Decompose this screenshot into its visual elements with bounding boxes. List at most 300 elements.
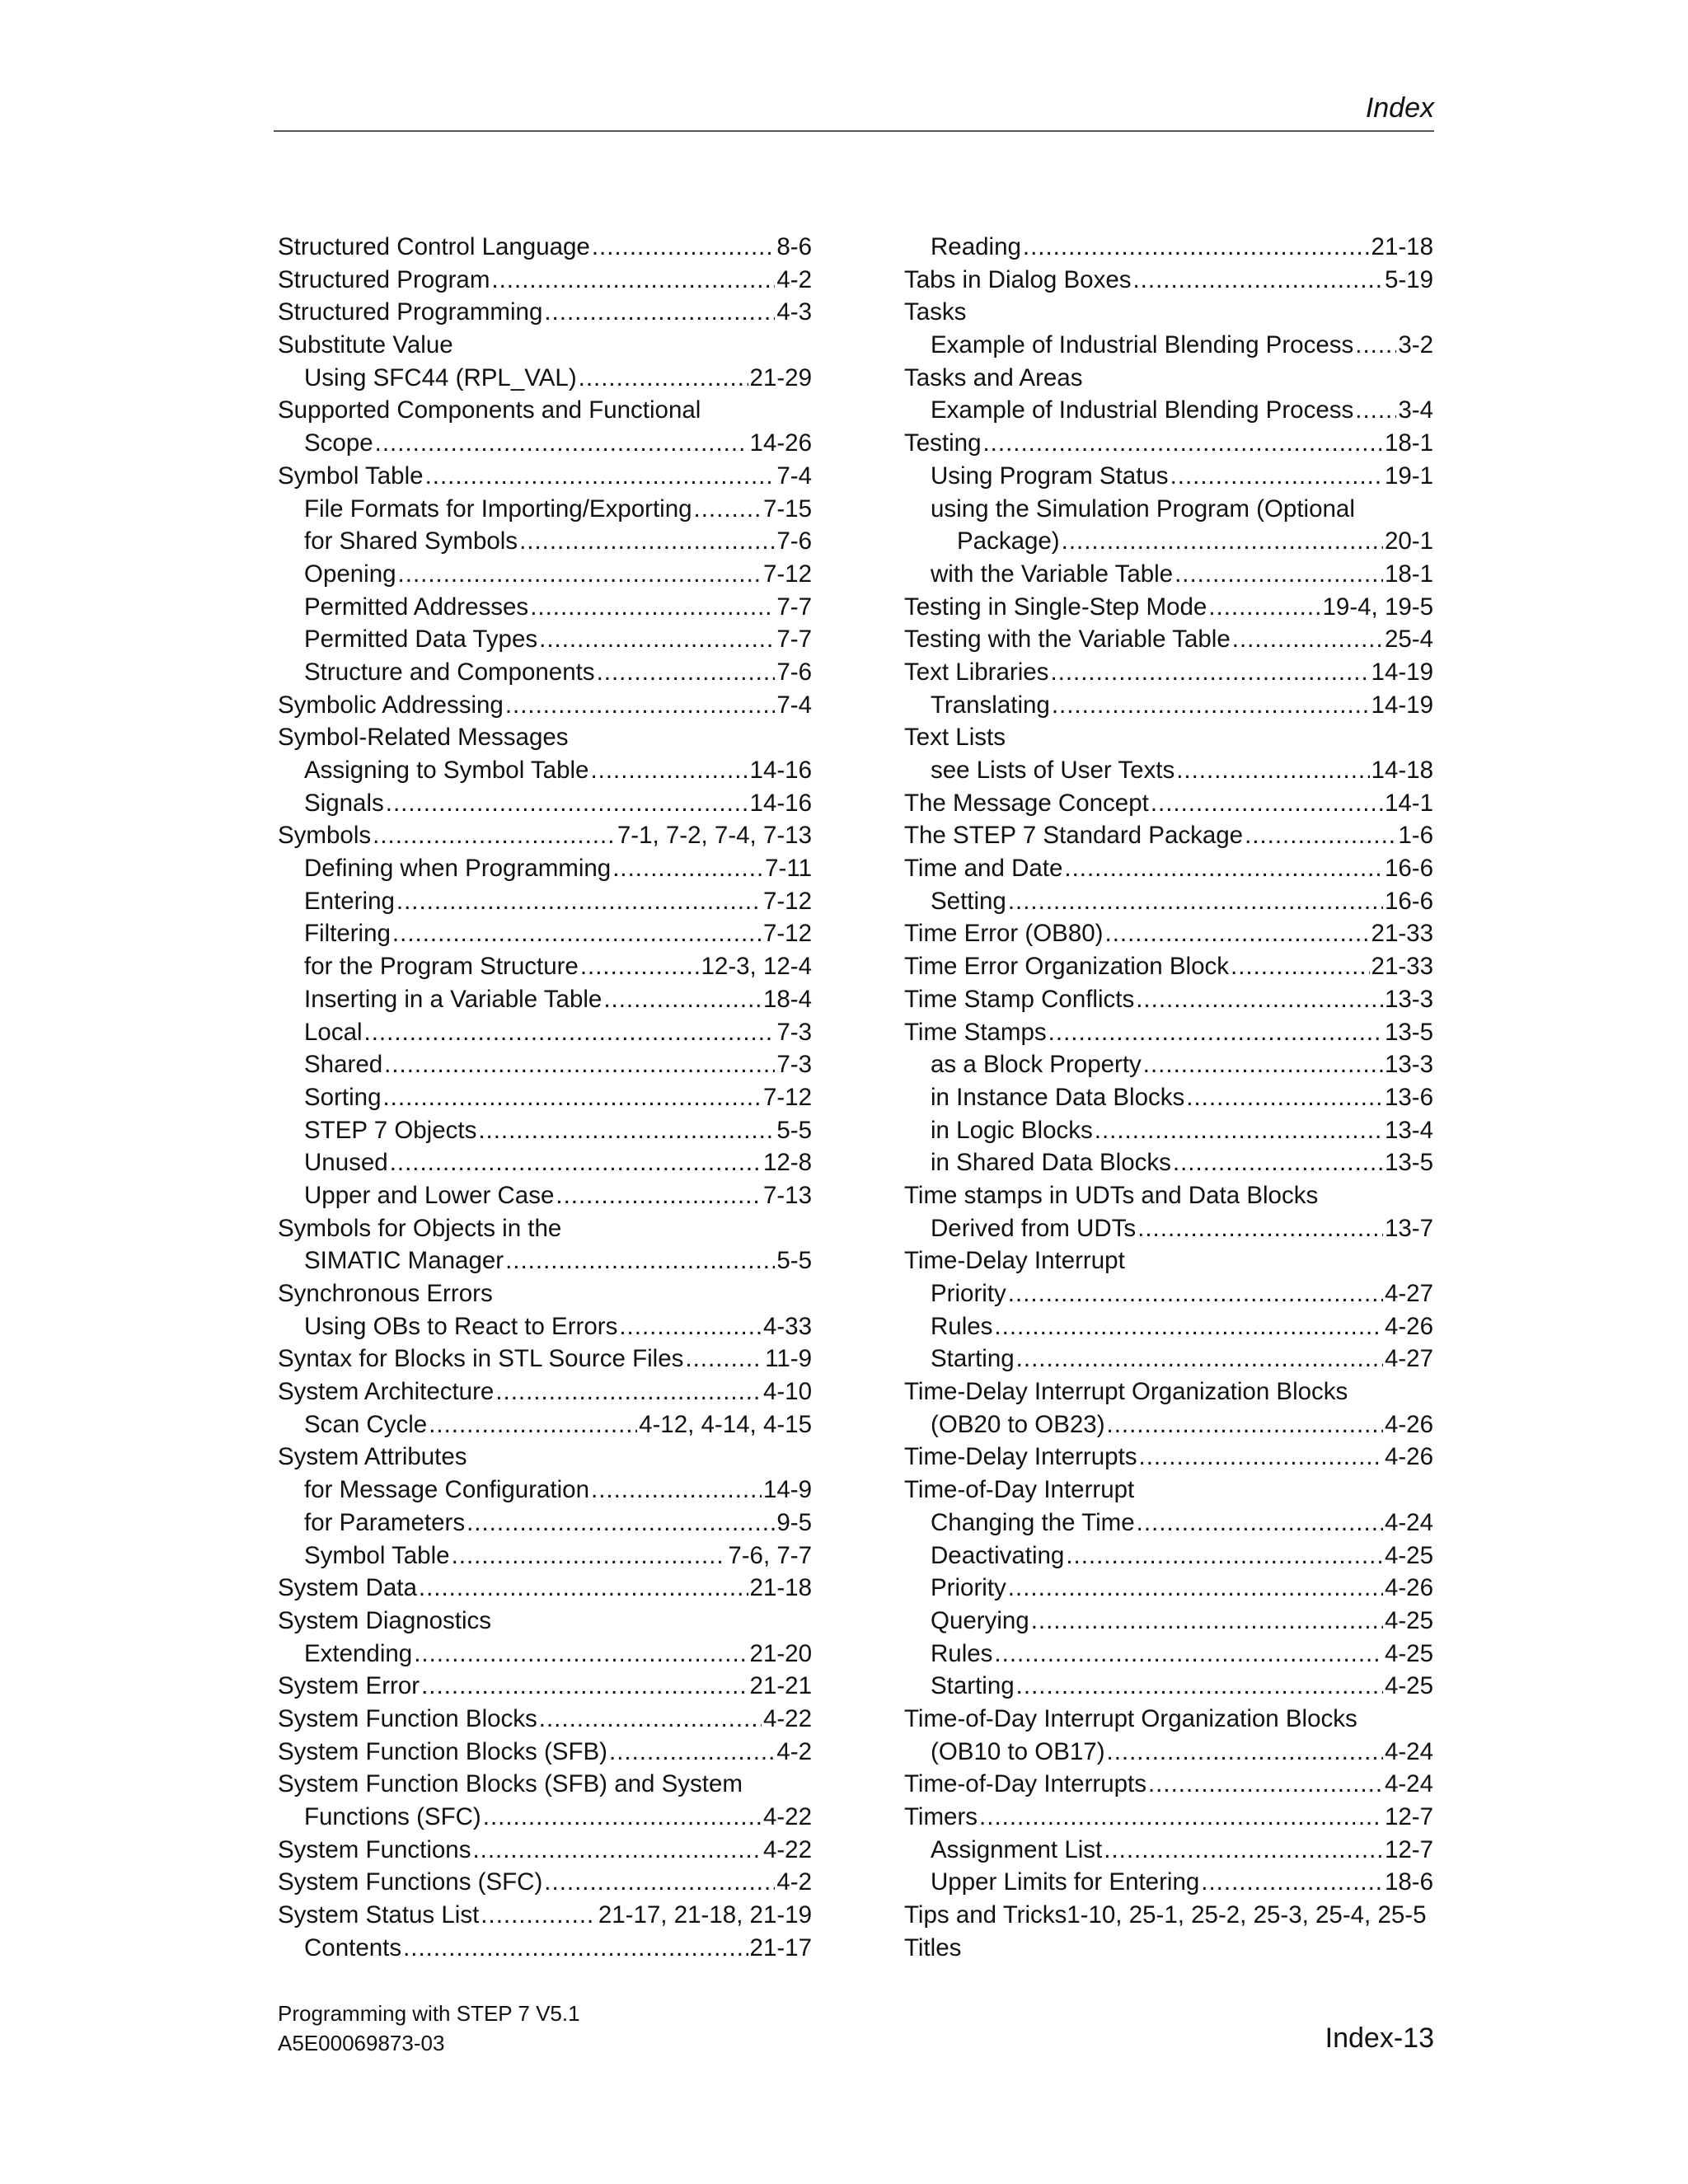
index-page-refs: 4-22 <box>762 1835 812 1863</box>
dot-leader <box>403 1932 748 1965</box>
index-entry <box>278 329 812 362</box>
index-term: System Function Blocks <box>278 1704 537 1732</box>
index-entry <box>278 950 812 983</box>
index-entry <box>904 1310 1433 1343</box>
index-entry <box>278 1736 812 1769</box>
index-term: Assigning to Symbol Table <box>304 757 589 784</box>
dot-leader <box>1052 689 1370 722</box>
dot-leader <box>364 1016 776 1049</box>
index-term: Defining when Programming <box>304 855 612 883</box>
index-term: Symbol Table <box>304 1541 450 1569</box>
index-term: for the Program Structure <box>304 953 579 981</box>
index-page-refs: 7-7 <box>776 626 812 654</box>
index-page-refs: 7-4 <box>776 691 812 719</box>
index-page-refs: 19-1 <box>1384 462 1433 490</box>
index-entry <box>904 264 1433 297</box>
dot-leader <box>495 1376 762 1408</box>
dot-leader <box>375 427 748 460</box>
index-entry <box>904 525 1433 558</box>
index-term: Reading <box>931 233 1021 260</box>
index-page-refs: 4-24 <box>1384 1737 1433 1765</box>
dot-leader <box>1175 558 1383 591</box>
index-entry <box>904 983 1433 1016</box>
dot-leader <box>982 427 1382 460</box>
dot-leader <box>414 1638 748 1671</box>
dot-leader <box>539 623 775 656</box>
dot-leader <box>1016 1343 1383 1376</box>
index-term: in Instance Data Blocks <box>931 1083 1185 1111</box>
index-entry <box>904 819 1433 852</box>
index-term: Contents <box>304 1933 402 1961</box>
index-page-refs: 7-3 <box>776 1051 812 1079</box>
dot-leader <box>556 1179 762 1212</box>
index-entry <box>904 1244 1433 1277</box>
index-entry <box>904 329 1433 362</box>
index-page-refs: 4-25 <box>1384 1606 1433 1634</box>
index-page-refs: 21-17 <box>749 1933 812 1961</box>
index-entry <box>904 1376 1433 1408</box>
index-page-refs: 18-1 <box>1384 429 1433 457</box>
index-page-refs: 7-15 <box>762 494 812 523</box>
index-term: Time-of-Day Interrupts <box>904 1770 1146 1798</box>
index-page-refs: 7-6 <box>776 527 812 555</box>
index-entry <box>278 1048 812 1081</box>
index-term: Local <box>304 1018 363 1046</box>
index-term: Synchronous Errors <box>278 1280 493 1307</box>
index-term: Timers <box>904 1803 978 1830</box>
index-page-refs: 14-19 <box>1371 691 1433 719</box>
index-entry <box>278 721 812 754</box>
index-entry <box>904 1801 1433 1834</box>
index-page-refs: 12-7 <box>1384 1835 1433 1863</box>
index-term: Text Lists <box>904 724 1006 752</box>
dot-leader <box>1104 1834 1383 1867</box>
dot-leader <box>1048 1016 1383 1049</box>
index-term: Scan Cycle <box>304 1410 428 1438</box>
index-term: Tips and Tricks1-10, 25-1, 25-2, 25-3, 25-4, 25-5 <box>904 1901 1427 1929</box>
index-term: Symbol-Related Messages <box>278 724 569 752</box>
index-entry <box>904 1932 1433 1965</box>
index-page-refs: 21-29 <box>749 363 812 391</box>
dot-leader <box>505 1244 775 1277</box>
index-term: Structured Program <box>278 265 490 293</box>
page-header <box>274 89 1434 132</box>
index-entry <box>904 1703 1433 1736</box>
index-term: Time Stamp Conflicts <box>904 985 1135 1013</box>
dot-leader <box>382 1081 761 1114</box>
index-page-refs: 20-1 <box>1384 527 1433 555</box>
index-page-refs: 18-4 <box>762 985 812 1013</box>
index-entry <box>904 917 1433 950</box>
index-term: Querying <box>931 1606 1029 1634</box>
index-page-refs: 7-13 <box>762 1181 812 1209</box>
index-entry <box>904 231 1433 264</box>
index-entry <box>904 1179 1433 1212</box>
index-term: System Status List <box>278 1901 480 1929</box>
index-page-refs: 16-6 <box>1384 855 1433 883</box>
dot-leader <box>1170 460 1383 493</box>
dot-leader <box>609 1736 775 1769</box>
index-page-refs: 7-1, 7-2, 7-4, 7-13 <box>617 822 812 850</box>
index-term: Functions (SFC) <box>304 1803 481 1830</box>
index-term: Derived from UDTs <box>931 1214 1137 1242</box>
index-entry <box>278 917 812 950</box>
index-entry <box>904 1507 1433 1540</box>
dot-leader <box>1008 1277 1383 1310</box>
dot-leader <box>384 1048 775 1081</box>
dot-leader <box>505 689 776 722</box>
index-entry <box>904 1768 1433 1801</box>
index-entry <box>278 1834 812 1867</box>
index-page-refs: 4-33 <box>762 1312 812 1340</box>
dot-leader <box>452 1540 727 1572</box>
index-entry <box>904 754 1433 787</box>
index-term: Scope <box>304 429 373 457</box>
index-entry <box>904 427 1433 460</box>
index-entry <box>278 460 812 493</box>
dot-leader <box>396 885 762 918</box>
index-page-refs: 21-17, 21-18, 21-19 <box>598 1901 812 1929</box>
index-term: Tasks and Areas <box>904 363 1083 391</box>
index-entry <box>904 1016 1433 1049</box>
index-entry <box>278 1114 812 1147</box>
index-term: Tasks <box>904 298 967 326</box>
header-title: Index <box>1365 92 1434 124</box>
index-term: Time-Delay Interrupt <box>904 1247 1125 1275</box>
index-page-refs: 13-7 <box>1384 1214 1433 1242</box>
index-entry <box>904 460 1433 493</box>
index-term: System Functions (SFC) <box>278 1868 543 1896</box>
index-term: Substitute Value <box>278 331 453 359</box>
dot-leader <box>472 1834 762 1867</box>
dot-leader <box>1050 656 1369 689</box>
index-term: Symbolic Addressing <box>278 691 504 719</box>
index-page-refs: 14-1 <box>1384 789 1433 817</box>
index-term: Structured Control Language <box>278 233 590 260</box>
dot-leader <box>1136 983 1383 1016</box>
index-page-refs: 21-18 <box>749 1574 812 1602</box>
index-page-refs: 4-26 <box>1384 1443 1433 1471</box>
index-term: for Shared Symbols <box>304 527 518 555</box>
footer-document-title: Programming with STEP 7 V5.1 <box>278 2001 580 2026</box>
dot-leader <box>1132 264 1382 297</box>
index-entry <box>904 852 1433 885</box>
dot-leader <box>373 819 616 852</box>
index-entry <box>278 1441 812 1474</box>
dot-leader <box>579 362 748 395</box>
index-entry <box>904 1540 1433 1572</box>
index-page-refs: 7-4 <box>776 462 812 490</box>
index-entry <box>904 1605 1433 1638</box>
index-term: Using SFC44 (RPL_VAL) <box>304 363 577 391</box>
dot-leader <box>544 296 775 329</box>
index-entry <box>904 1114 1433 1147</box>
index-term: in Shared Data Blocks <box>931 1149 1171 1177</box>
index-entry <box>904 1474 1433 1507</box>
index-term: SIMATIC Manager <box>304 1247 504 1275</box>
footer-document-info <box>278 1999 580 2058</box>
index-entry <box>278 819 812 852</box>
index-page-refs: 4-10 <box>762 1378 812 1406</box>
index-page-refs: 7-12 <box>762 887 812 915</box>
index-page-refs: 21-33 <box>1371 920 1433 948</box>
index-term: for Parameters <box>304 1508 466 1536</box>
index-page-refs: 21-21 <box>749 1672 812 1700</box>
dot-leader <box>591 1474 762 1507</box>
index-term: Titles <box>904 1933 962 1961</box>
index-term: Rules <box>931 1639 993 1667</box>
index-term: Assignment List <box>931 1835 1103 1863</box>
dot-leader <box>603 983 762 1016</box>
dot-leader <box>1031 1605 1383 1638</box>
index-entry <box>278 427 812 460</box>
index-entry <box>278 1212 812 1245</box>
index-entry <box>904 1048 1433 1081</box>
index-term: Starting <box>931 1672 1015 1700</box>
index-entry <box>278 1507 812 1540</box>
index-page-refs: 14-16 <box>749 789 812 817</box>
index-page-refs: 4-22 <box>762 1803 812 1830</box>
dot-leader <box>590 754 748 787</box>
index-entry <box>278 1277 812 1310</box>
index-entry <box>904 1572 1433 1605</box>
dot-leader <box>519 525 775 558</box>
index-term: (OB10 to OB17) <box>931 1737 1105 1765</box>
index-term: Time-of-Day Interrupt <box>904 1476 1135 1504</box>
index-page-refs: 4-26 <box>1384 1410 1433 1438</box>
dot-leader <box>1107 1736 1383 1769</box>
index-page-refs: 13-3 <box>1384 985 1433 1013</box>
dot-leader <box>1066 1540 1383 1572</box>
index-term: Example of Industrial Blending Process <box>931 331 1354 359</box>
index-term: using the Simulation Program (Optional <box>931 494 1355 523</box>
index-page-refs: 13-6 <box>1384 1083 1433 1111</box>
index-entry <box>278 885 812 918</box>
dot-leader <box>1143 1048 1383 1081</box>
index-page-refs: 7-12 <box>762 1083 812 1111</box>
index-page-refs: 7-6, 7-7 <box>728 1541 812 1569</box>
dot-leader <box>694 493 762 526</box>
footer-document-number: A5E00069873-03 <box>278 2031 445 2055</box>
index-term: Testing in Single-Step Mode <box>904 593 1207 621</box>
index-page-refs: 4-2 <box>776 1737 812 1765</box>
dot-leader <box>1148 1768 1383 1801</box>
dot-leader <box>539 1703 762 1736</box>
dot-leader <box>491 264 775 297</box>
index-term: System Functions <box>278 1835 471 1863</box>
index-entry <box>904 787 1433 820</box>
index-entry <box>904 1736 1433 1769</box>
index-term: Time stamps in UDTs and Data Blocks <box>904 1181 1319 1209</box>
index-entry <box>278 983 812 1016</box>
index-entry <box>904 689 1433 722</box>
dot-leader <box>619 1310 762 1343</box>
index-entry <box>278 1638 812 1671</box>
index-entry <box>904 296 1433 329</box>
index-entry <box>904 362 1433 395</box>
index-entry <box>278 1540 812 1572</box>
index-term: System Attributes <box>278 1443 467 1471</box>
dot-leader <box>530 591 775 624</box>
dot-leader <box>1151 787 1383 820</box>
index-entry <box>278 362 812 395</box>
dot-leader <box>1173 1146 1383 1179</box>
index-entry <box>904 1408 1433 1441</box>
index-entry <box>278 1244 812 1277</box>
index-page-refs: 12-3, 12-4 <box>701 953 812 981</box>
index-term: Using Program Status <box>931 462 1169 490</box>
index-entry <box>904 1638 1433 1671</box>
index-entry <box>278 1899 812 1932</box>
dot-leader <box>1105 917 1370 950</box>
index-page-refs: 4-24 <box>1384 1770 1433 1798</box>
index-page-refs: 3-4 <box>1398 396 1433 424</box>
dot-leader <box>1064 852 1383 885</box>
dot-leader <box>481 1899 597 1932</box>
index-entry <box>278 591 812 624</box>
index-page-refs: 14-16 <box>749 757 812 784</box>
index-entry <box>278 1866 812 1899</box>
dot-leader <box>994 1310 1383 1343</box>
index-term: Sorting <box>304 1083 382 1111</box>
index-entry <box>904 656 1433 689</box>
index-term: Deactivating <box>931 1541 1065 1569</box>
index-term: Time Error (OB80) <box>904 920 1104 948</box>
index-term: Symbols <box>278 822 372 850</box>
dot-leader <box>392 917 762 950</box>
index-term: (OB20 to OB23) <box>931 1410 1105 1438</box>
dot-leader <box>1062 525 1383 558</box>
index-page-refs: 4-25 <box>1384 1672 1433 1700</box>
index-page-refs: 21-33 <box>1371 953 1433 981</box>
index-term: Priority <box>931 1574 1006 1602</box>
index-page-refs: 4-26 <box>1384 1312 1433 1340</box>
index-entry <box>278 296 812 329</box>
dot-leader <box>429 1408 637 1441</box>
index-page-refs: 4-25 <box>1384 1639 1433 1667</box>
index-term: Changing the Time <box>931 1508 1135 1536</box>
dot-leader <box>1008 1572 1383 1605</box>
index-entry <box>278 689 812 722</box>
dot-leader <box>979 1801 1383 1834</box>
index-page-refs: 13-5 <box>1384 1018 1433 1046</box>
index-page-refs: 4-3 <box>776 298 812 326</box>
index-entry <box>904 1834 1433 1867</box>
index-entry <box>278 623 812 656</box>
index-term: Rules <box>931 1312 993 1340</box>
index-page-refs: 9-5 <box>776 1508 812 1536</box>
index-entry <box>904 1899 1433 1932</box>
index-entry <box>904 950 1433 983</box>
index-term: with the Variable Table <box>931 560 1174 588</box>
index-term: see Lists of User Texts <box>931 757 1175 784</box>
index-term: Text Libraries <box>904 658 1049 686</box>
dot-leader <box>1355 394 1396 427</box>
index-entry <box>278 1572 812 1605</box>
index-page-refs: 16-6 <box>1384 887 1433 915</box>
index-page-refs: 8-6 <box>776 233 812 260</box>
dot-leader <box>398 558 762 591</box>
index-entry <box>278 1146 812 1179</box>
dot-leader <box>685 1343 763 1376</box>
index-page-refs: 14-19 <box>1371 658 1433 686</box>
index-entry <box>278 493 812 526</box>
dot-leader <box>1023 231 1370 264</box>
index-entry <box>278 1081 812 1114</box>
index-entry <box>904 1081 1433 1114</box>
index-page-refs: 18-1 <box>1384 560 1433 588</box>
index-page-refs: 4-25 <box>1384 1541 1433 1569</box>
index-term: in Logic Blocks <box>931 1116 1093 1144</box>
index-term: Structured Programming <box>278 298 543 326</box>
index-term: Entering <box>304 887 395 915</box>
dot-leader <box>544 1866 775 1899</box>
index-page-refs: 7-12 <box>762 560 812 588</box>
dot-leader <box>1201 1866 1383 1899</box>
index-page-refs: 4-12, 4-14, 4-15 <box>639 1410 812 1438</box>
dot-leader <box>1176 754 1369 787</box>
index-entry <box>904 1146 1433 1179</box>
dot-leader <box>1186 1081 1383 1114</box>
dot-leader <box>1095 1114 1383 1147</box>
index-entry <box>278 1768 812 1801</box>
index-page-refs: 5-5 <box>776 1116 812 1144</box>
dot-leader <box>1016 1670 1383 1703</box>
index-page-refs: 5-19 <box>1384 265 1433 293</box>
index-page-refs: 21-18 <box>1371 233 1433 260</box>
index-term: Time-of-Day Interrupt Organization Blocks <box>904 1704 1357 1732</box>
index-column-right <box>904 231 1433 1964</box>
index-page-refs: 7-11 <box>765 855 812 883</box>
index-term: System Diagnostics <box>278 1606 492 1634</box>
index-entry <box>278 231 812 264</box>
index-entry <box>278 1343 812 1376</box>
dot-leader <box>478 1114 775 1147</box>
index-term: Syntax for Blocks in STL Source Files <box>278 1345 684 1373</box>
index-term: Time and Date <box>904 855 1063 883</box>
index-page-refs: 14-26 <box>749 429 812 457</box>
index-entry <box>278 525 812 558</box>
index-term: Inserting in a Variable Table <box>304 985 603 1013</box>
index-page-refs: 25-4 <box>1384 626 1433 654</box>
dot-leader <box>1139 1441 1383 1474</box>
index-entry <box>278 1474 812 1507</box>
index-page-refs: 18-6 <box>1384 1868 1433 1896</box>
index-entry <box>904 591 1433 624</box>
index-term: Package) <box>957 527 1060 555</box>
index-entry <box>278 1016 812 1049</box>
index-entry <box>904 394 1433 427</box>
dot-leader <box>1245 819 1396 852</box>
index-page-refs: 13-5 <box>1384 1149 1433 1177</box>
index-page-refs: 4-26 <box>1384 1574 1433 1602</box>
dot-leader <box>467 1507 775 1540</box>
dot-leader <box>421 1670 748 1703</box>
index-page-refs: 11-9 <box>765 1345 812 1373</box>
index-page-refs: 12-7 <box>1384 1803 1433 1830</box>
index-term: Signals <box>304 789 384 817</box>
index-entry <box>904 558 1433 591</box>
index-entry <box>278 656 812 689</box>
index-entry <box>278 787 812 820</box>
index-page-refs: 3-2 <box>1398 331 1433 359</box>
dot-leader <box>1137 1212 1383 1245</box>
index-term: Starting <box>931 1345 1015 1373</box>
index-page-refs: 13-4 <box>1384 1116 1433 1144</box>
index-entry <box>904 1441 1433 1474</box>
index-page-refs: 7-12 <box>762 920 812 948</box>
index-term: for Message Configuration <box>304 1476 589 1504</box>
